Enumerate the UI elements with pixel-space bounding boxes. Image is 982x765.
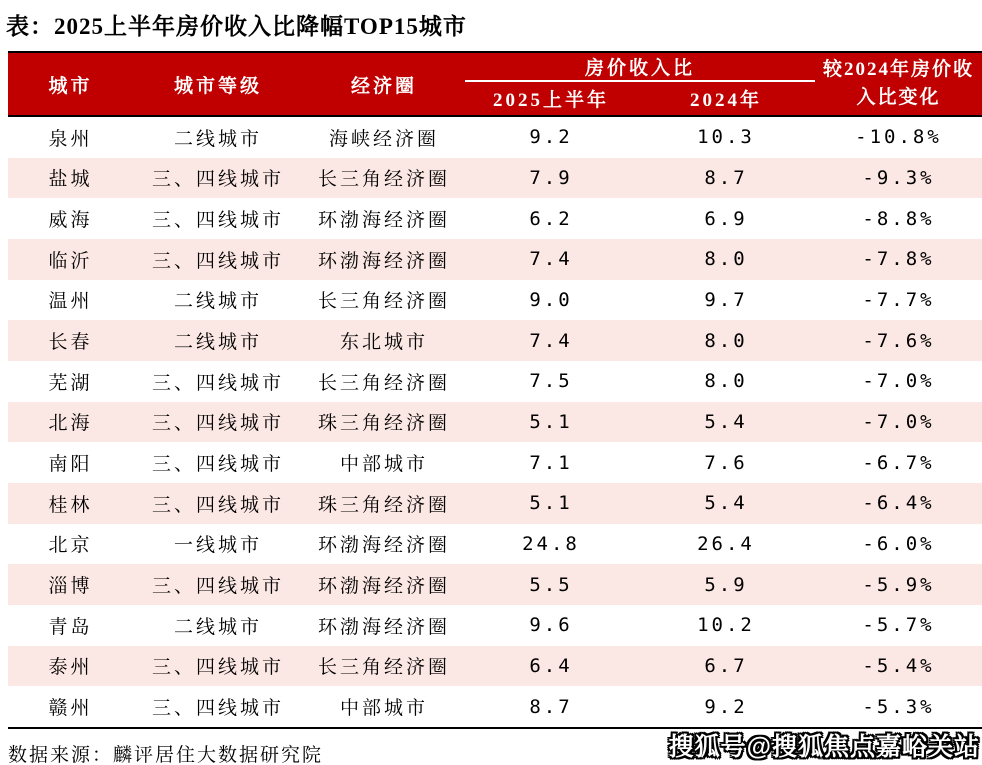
table-row [8,117,982,158]
cell-tier: 二线城市 [173,616,262,638]
cell-circle: 中部城市 [339,454,428,476]
cell-circle: 环渤海经济圈 [317,210,450,232]
cell-tier: 三、四线城市 [151,413,284,435]
column-header-tier: 城市等级 [173,75,262,97]
group-subheaders [465,82,815,115]
group-header-ratio: 房价收入比 [465,53,815,82]
cell-city: 温州 [48,291,93,313]
cell-change: -5.7% [862,614,935,637]
cell-ratio-2025h1: 7.9 [529,166,573,189]
cell-ratio-2024: 10.2 [697,614,755,637]
cell-change: -7.0% [862,370,935,393]
cell-change: -7.0% [862,410,935,433]
cell-change: -10.8% [855,126,942,149]
cell-city: 淄博 [48,576,93,598]
cell-ratio-2025h1: 5.5 [529,573,573,596]
cell-change: -5.9% [862,573,935,596]
column-header-city: 城市 [48,75,93,97]
cell-circle: 长三角经济圈 [317,657,450,679]
cell-circle: 长三角经济圈 [317,372,450,394]
cell-tier: 三、四线城市 [151,576,284,598]
sohu-watermark: 搜狐号@搜狐焦点嘉峪关站 [668,733,980,761]
cell-ratio-2025h1: 7.1 [529,451,573,474]
cell-city: 赣州 [48,698,93,720]
cell-circle: 长三角经济圈 [317,291,450,313]
cell-city: 桂林 [48,494,93,516]
cell-circle: 东北城市 [339,332,428,354]
column-header-circle: 经济圈 [350,75,417,97]
cell-tier: 三、四线城市 [151,698,284,720]
table-row [8,402,982,443]
cell-tier: 三、四线城市 [151,250,284,272]
cell-ratio-2025h1: 9.0 [529,288,573,311]
cell-ratio-2025h1: 7.4 [529,248,573,271]
cell-tier: 三、四线城市 [151,372,284,394]
table-row [8,198,982,239]
cell-circle: 珠三角经济圈 [317,413,450,435]
cell-ratio-2025h1: 7.5 [529,370,573,393]
cell-tier: 一线城市 [173,535,262,557]
cell-tier: 三、四线城市 [151,494,284,516]
cell-ratio-2024: 8.0 [704,370,748,393]
cell-ratio-2024: 9.2 [704,695,748,718]
table-body [8,117,982,729]
cell-tier: 三、四线城市 [151,454,284,476]
column-header-change: 较2024年房价收入比变化 [822,59,974,108]
cell-ratio-2025h1: 5.1 [529,492,573,515]
cell-circle: 长三角经济圈 [317,169,450,191]
cell-circle: 环渤海经济圈 [317,250,450,272]
cell-city: 北海 [48,413,93,435]
cell-change: -7.8% [862,248,935,271]
cell-change: -7.6% [862,329,935,352]
cell-ratio-2025h1: 8.7 [529,695,573,718]
cell-tier: 三、四线城市 [151,210,284,232]
cell-city: 芜湖 [48,372,93,394]
table-row [8,320,982,361]
column-header-2025h1: 2025上半年 [492,90,609,111]
cell-circle: 环渤海经济圈 [317,576,450,598]
cell-ratio-2024: 26.4 [697,532,755,555]
cell-tier: 二线城市 [173,291,262,313]
table-row [8,483,982,524]
cell-ratio-2024: 5.9 [704,573,748,596]
table-header-row [8,51,982,117]
cell-ratio-2024: 7.6 [704,451,748,474]
cell-ratio-2024: 8.7 [704,166,748,189]
table-row [8,686,982,727]
cell-change: -6.0% [862,532,935,555]
cell-ratio-2024: 9.7 [704,288,748,311]
cell-change: -7.7% [862,288,935,311]
cell-ratio-2024: 5.4 [704,410,748,433]
cell-ratio-2025h1: 7.4 [529,329,573,352]
cell-city: 南阳 [48,454,93,476]
cell-ratio-2025h1: 24.8 [522,532,580,555]
cell-city: 泰州 [48,657,93,679]
cell-change: -5.3% [862,695,935,718]
table-row [8,361,982,402]
table-row [8,646,982,687]
cell-city: 青岛 [48,616,93,638]
cell-city: 盐城 [48,169,93,191]
cell-change: -8.8% [862,207,935,230]
cell-ratio-2025h1: 6.4 [529,654,573,677]
cell-tier: 三、四线城市 [151,169,284,191]
cell-change: -5.4% [862,654,935,677]
cell-ratio-2024: 5.4 [704,492,748,515]
cell-city: 长春 [48,332,93,354]
table-row [8,524,982,565]
cell-ratio-2024: 6.9 [704,207,748,230]
cell-ratio-2024: 8.0 [704,329,748,352]
table-row [8,605,982,646]
cell-circle: 珠三角经济圈 [317,494,450,516]
cell-city: 北京 [48,535,93,557]
cell-tier: 二线城市 [173,128,262,150]
cell-city: 临沂 [48,250,93,272]
cell-circle: 环渤海经济圈 [317,535,450,557]
figure-title: 表：2025上半年房价收入比降幅TOP15城市 [6,14,467,39]
cell-ratio-2024: 8.0 [704,248,748,271]
data-source-note: 数据来源：麟评居住大数据研究院 [8,745,324,765]
table-row [8,564,982,605]
column-group-ratio [465,53,815,115]
cell-circle: 中部城市 [339,698,428,720]
cell-change: -6.4% [862,492,935,515]
table-row [8,442,982,483]
column-header-2024: 2024年 [689,90,762,111]
cell-ratio-2024: 6.7 [704,654,748,677]
cell-ratio-2025h1: 9.2 [529,126,573,149]
cell-tier: 三、四线城市 [151,657,284,679]
table-row [8,158,982,199]
table-row [8,280,982,321]
cell-change: -9.3% [862,166,935,189]
data-table [8,51,982,729]
cell-tier: 二线城市 [173,332,262,354]
cell-ratio-2025h1: 9.6 [529,614,573,637]
cell-circle: 海峡经济圈 [328,128,439,150]
cell-ratio-2024: 10.3 [697,126,755,149]
cell-ratio-2025h1: 6.2 [529,207,573,230]
cell-city: 泉州 [48,128,93,150]
table-row [8,239,982,280]
cell-ratio-2025h1: 5.1 [529,410,573,433]
cell-city: 威海 [48,210,93,232]
cell-change: -6.7% [862,451,935,474]
cell-circle: 环渤海经济圈 [317,616,450,638]
